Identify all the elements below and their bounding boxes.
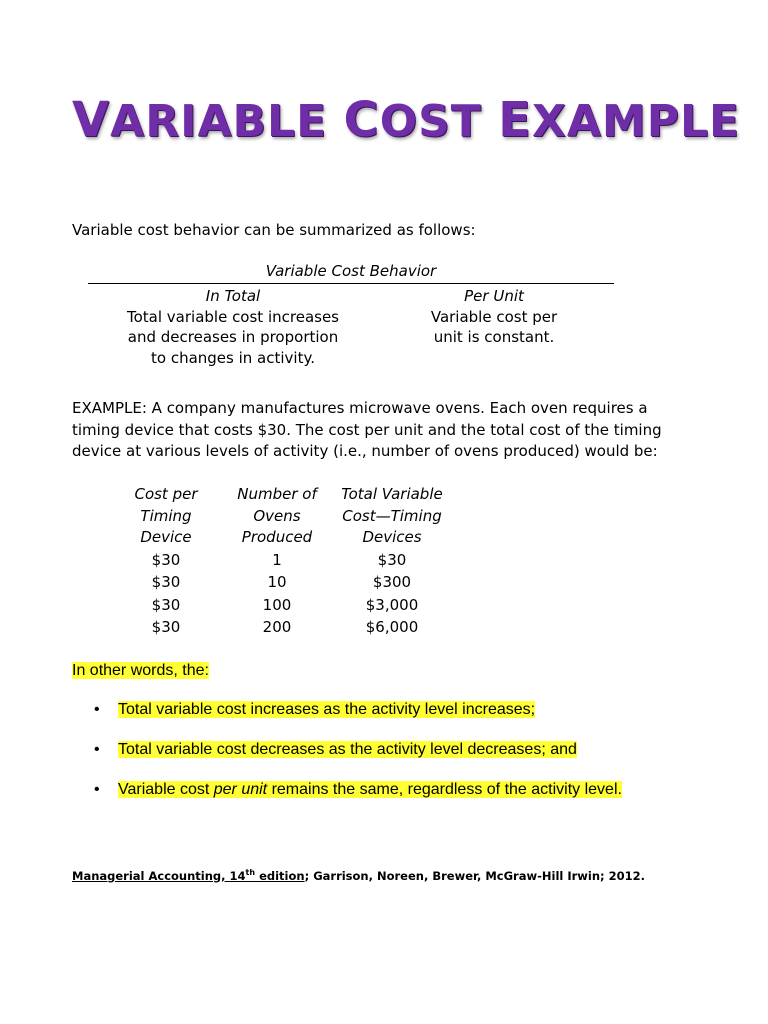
citation: Managerial Accounting, 14th edition; Garrison, Noreen, Brewer, McGraw-Hill Irwin; 2012.	[72, 868, 646, 883]
per-unit-line: Variable cost per	[430, 307, 558, 326]
intro-text: Variable cost behavior can be summarized as follows:	[72, 221, 476, 239]
table-row: $30 200 $6,000	[151, 618, 419, 636]
summary-lead: In other words, the:	[72, 662, 209, 679]
header-total-variable-cost: Total Variable Cost—Timing Devices	[341, 485, 443, 546]
cost-table	[110, 484, 452, 639]
example-paragraph: EXAMPLE: A company manufactures microwave ovens. Each oven requires a timing device that costs $30. The cost per unit and the total cost of the timing device at various levels of activity (i.e., number of ovens produced) would be:	[72, 399, 662, 460]
in-total-line: Total variable cost increases	[126, 307, 339, 326]
per-unit-line: unit is constant.	[433, 328, 555, 346]
per-unit-column	[400, 286, 588, 348]
in-total-heading: In Total	[205, 287, 261, 305]
page-title: VARIABLE COST EXAMPLE	[72, 92, 741, 148]
table-row: $30 100 $3,000	[151, 595, 419, 614]
list-item: • Variable cost per unit remains the same, regardless of the activity level.	[94, 781, 622, 798]
summary-list	[72, 700, 712, 820]
list-item: • Total variable cost decreases as the activity level decreases; and	[94, 741, 577, 758]
list-item: • Total variable cost increases as the activity level increases;	[94, 701, 536, 718]
header-cost-per-timing-device: Cost per Timing Device	[134, 485, 198, 546]
table-row: $30 10 $300	[151, 573, 412, 591]
header-number-of-ovens-produced: Number of Ovens Produced	[237, 485, 317, 546]
bullet-icon: •	[94, 701, 100, 718]
in-total-column	[88, 286, 378, 368]
in-total-line: to changes in activity.	[151, 348, 315, 367]
variable-cost-behavior-box	[88, 262, 614, 374]
per-unit-heading: Per Unit	[464, 287, 524, 305]
bullet-icon: •	[94, 741, 100, 758]
table-header-row	[110, 484, 452, 549]
bullet-icon: •	[94, 781, 100, 798]
behavior-title: Variable Cost Behavior	[88, 262, 614, 284]
in-total-line: and decreases in proportion	[127, 328, 339, 346]
table-row: $30 1 $30	[151, 550, 407, 569]
